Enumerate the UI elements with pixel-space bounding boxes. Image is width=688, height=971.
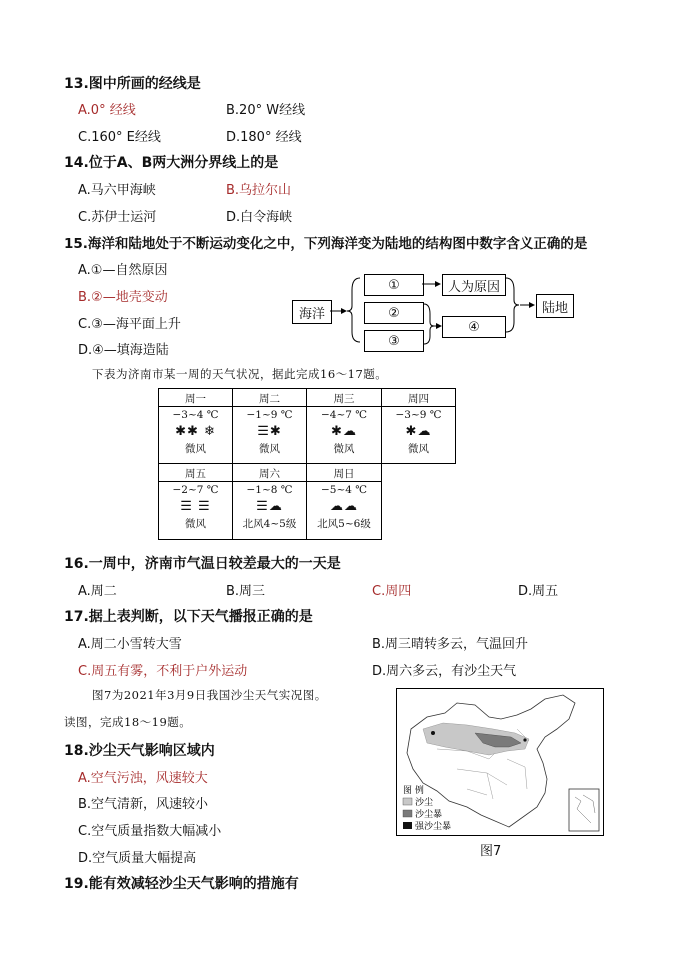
weather-temp: −5~4 ℃: [320, 484, 368, 496]
diagram-box-3: ③: [364, 330, 424, 352]
diagram-ocean-box: 海洋: [292, 300, 332, 324]
question-19-title: 19.能有效减轻沙尘天气影响的措施有: [64, 876, 299, 892]
weather-wind: 北风4~5级: [242, 518, 297, 530]
legend-dust-label: 沙尘: [415, 798, 434, 808]
intro-18-19-line2: 读图，完成18～19题。: [64, 715, 192, 729]
q14-option-d[interactable]: D.白令海峡: [226, 210, 293, 225]
diagram-box-1: ①: [364, 274, 424, 296]
q16-option-d[interactable]: D.周五: [518, 584, 559, 599]
weather-cell: [158, 481, 233, 540]
weather-temp: −3~4 ℃: [172, 409, 219, 421]
intro-16-17: 下表为济南市某一周的天气状况，据此完成16～17题。: [92, 367, 388, 381]
q17-option-c[interactable]: C.周五有雾，不利于户外运动: [78, 664, 248, 679]
q15-option-b[interactable]: B.②—地壳变动: [78, 290, 168, 305]
weather-wind: 北风5~6级: [317, 518, 371, 530]
question-15-title: 15.海洋和陆地处于不断运动变化之中，下列海洋变为陆地的结构图中数字含义正确的是: [64, 236, 588, 252]
fog-snow-icon: ☰✱: [257, 424, 282, 439]
weather-temp: −1~8 ℃: [246, 484, 293, 496]
weather-cell: [232, 406, 307, 464]
diagram-connectors: [0, 0, 688, 400]
question-17-title: 17.据上表判断，以下天气播报正确的是: [64, 609, 313, 625]
legend-strong-sandstorm-label: 强沙尘暴: [415, 822, 452, 832]
weather-day-header: 周一: [158, 388, 233, 407]
q18-option-a[interactable]: A.空气污浊，风速较大: [78, 771, 208, 786]
weather-day-header: 周五: [158, 463, 233, 482]
map-caption: 图7: [480, 844, 502, 859]
q15-option-d[interactable]: D.④—填海造陆: [78, 343, 169, 358]
weather-wind: 微风: [333, 443, 355, 455]
q16-option-c[interactable]: C.周四: [372, 584, 412, 599]
weather-day-header: 周二: [232, 388, 307, 407]
snow-icon: ✱✱ ❄: [175, 424, 216, 439]
weather-cell: [306, 481, 382, 540]
strong-sandstorm-point: [431, 731, 435, 735]
q14-option-a[interactable]: A.马六甲海峡: [78, 183, 156, 198]
question-18-title: 18.沙尘天气影响区域内: [64, 743, 215, 759]
weather-day-header: 周六: [232, 463, 307, 482]
q13-option-d[interactable]: D.180° 经线: [226, 130, 302, 145]
dust-weather-map: [396, 688, 604, 836]
weather-wind: 微风: [259, 443, 280, 455]
question-16-title: 16.一周中，济南市气温日较差最大的一天是: [64, 556, 341, 572]
q16-option-b[interactable]: B.周三: [226, 584, 266, 599]
diagram-box-4: ④: [442, 316, 506, 338]
diagram-human-box: 人为原因: [442, 274, 506, 296]
weather-cell: [381, 406, 456, 464]
q18-option-d[interactable]: D.空气质量大幅提高: [78, 851, 197, 866]
weather-day-header: 周日: [306, 463, 382, 482]
q16-option-a[interactable]: A.周二: [78, 584, 117, 599]
sun-cloud-icon: ✱☁: [331, 424, 357, 439]
q18-option-b[interactable]: B.空气清新，风速较小: [78, 797, 209, 812]
weather-day-header: 周三: [306, 388, 382, 407]
q18-option-c[interactable]: C.空气质量指数大幅减小: [78, 824, 222, 839]
fog-icon: ☰ ☰: [180, 499, 211, 514]
weather-day-header: 周四: [381, 388, 456, 407]
sun-cloud-icon: ✱☁: [405, 424, 432, 439]
q14-option-c[interactable]: C.苏伊士运河: [78, 210, 157, 225]
q17-option-b[interactable]: B.周三晴转多云，气温回升: [372, 637, 529, 652]
q13-option-a[interactable]: A.0° 经线: [78, 103, 136, 118]
question-13-title: 13.图中所画的经线是: [64, 76, 201, 92]
intro-18-19-line1: 图7为2021年3月9日我国沙尘天气实况图。: [92, 688, 327, 702]
map-legend-title: 图 例: [403, 786, 424, 796]
china-map-image: [397, 689, 603, 835]
legend-sandstorm-label: 沙尘暴: [415, 810, 443, 820]
weather-wind: 微风: [408, 443, 429, 455]
q15-option-a[interactable]: A.①—自然原因: [78, 263, 168, 278]
q17-option-d[interactable]: D.周六多云，有沙尘天气: [372, 664, 517, 679]
diagram-box-2: ②: [364, 302, 424, 324]
weather-cell: [232, 481, 307, 540]
q13-option-c[interactable]: C.160° E经线: [78, 130, 161, 145]
q17-option-a[interactable]: A.周二小雪转大雪: [78, 637, 182, 652]
weather-wind: 微风: [185, 443, 206, 455]
weather-temp: −2~7 ℃: [172, 484, 219, 496]
weather-cell: [158, 406, 233, 464]
q13-option-b[interactable]: B.20° W经线: [226, 103, 306, 118]
weather-cell: [306, 406, 382, 464]
question-14-title: 14.位于A、B两大洲分界线上的是: [64, 155, 279, 171]
weather-temp: −1~9 ℃: [246, 409, 293, 421]
q15-option-c[interactable]: C.③—海平面上升: [78, 317, 181, 332]
fog-cloud-icon: ☰☁: [256, 499, 283, 514]
weather-wind: 微风: [185, 518, 206, 530]
weather-temp: −3~9 ℃: [395, 409, 442, 421]
diagram-land-box: 陆地: [536, 294, 574, 318]
q14-option-b[interactable]: B.乌拉尔山: [226, 183, 292, 198]
weather-temp: −4~7 ℃: [320, 409, 368, 421]
cloud-icon: ☁☁: [330, 499, 358, 514]
